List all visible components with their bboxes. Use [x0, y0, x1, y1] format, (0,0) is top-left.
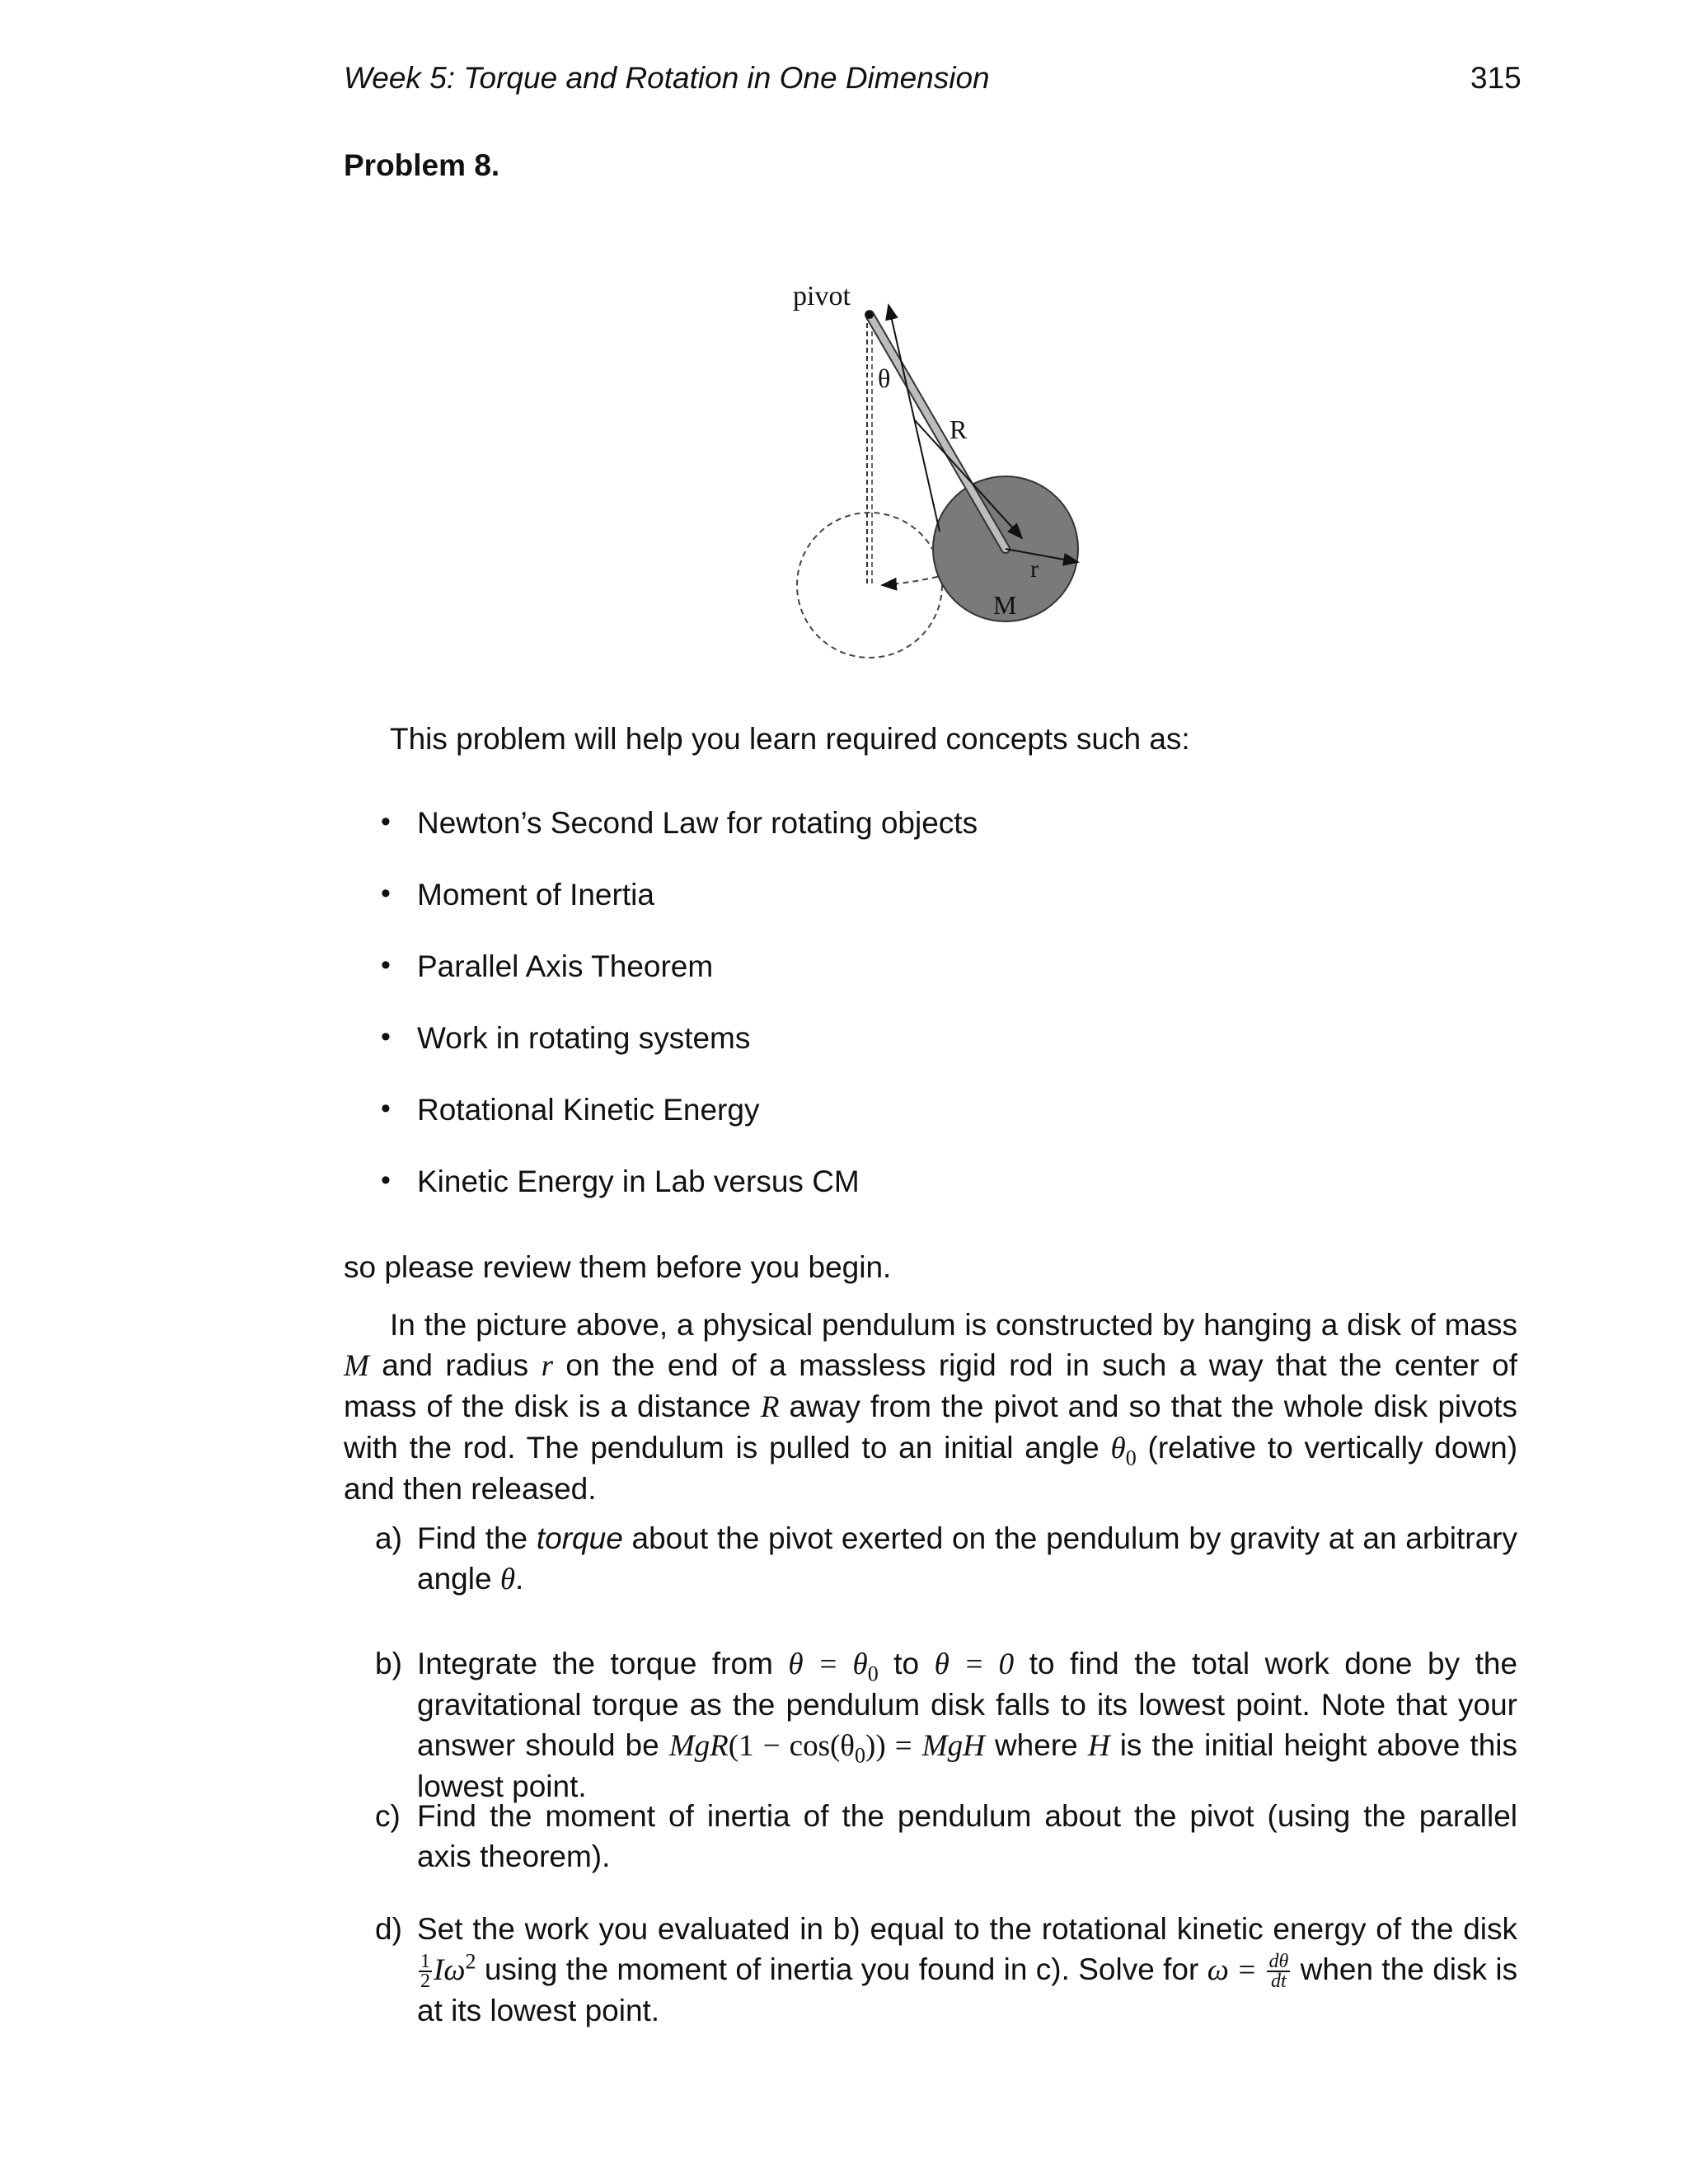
theta-label: θ — [878, 363, 891, 393]
list-item: • Kinetic Energy in Lab versus CM — [381, 1165, 860, 1198]
question-c: c) Find the moment of inertia of the pendulum about the pivot (using the parallel axis theorem). — [375, 1799, 1517, 1873]
list-item: • Parallel Axis Theorem — [381, 949, 714, 983]
R-label: R — [950, 415, 968, 444]
pivot-point — [865, 311, 874, 319]
problem-description: In the picture above, a physical pendulum is constructed by hanging a disk of mass M and radius r on the end of a massless rigid rod in such a way that the center of mass of the disk is a distance R away from the pivot and so that the whole disk pivots with the rod. The pendulum is pulled to an initial angle $\theta_0$ (relative to vertically down) and then released. — [344, 1308, 1518, 1506]
fraction-dtheta-dt: $\frac{d\theta}{dt}$ — [1268, 1951, 1289, 1993]
list-item: • Rotational Kinetic Energy — [381, 1093, 760, 1127]
list-item: • Moment of Inertia — [381, 878, 654, 912]
page-number: 315 — [1470, 61, 1522, 95]
concepts-intro: This problem will help you learn required concepts such as: — [390, 722, 1190, 756]
pendulum-rod-fill — [870, 315, 1006, 549]
question-a: a) Find the torque about the pivot exerted on the pendulum by gravity at an arbitrary angle θ. — [375, 1521, 1517, 1596]
review-note: so please review them before you begin. — [344, 1250, 892, 1284]
problem-heading: Problem 8. — [344, 148, 500, 182]
question-d: d) Set the work you evaluated in b) equal to the rotational kinetic energy of the disk $\frac{1}{2}$ $I\omega^2$ using the moment of inertia you found in c). Solve for ω = $\frac{d\theta}{dt}$ when the disk is at its lowest point. — [375, 1912, 1518, 2028]
concept-list — [381, 806, 978, 1236]
question-b: b) Integrate the torque from $\theta = \theta_0$ to θ = 0 to find the total work done by the gravitational torque as the pendulum disk falls to its lowest point. Note that your answer should be $MgR(1 - \cos(\theta_0))$ = MgH where H is the initial height above this lowest point. — [375, 1647, 1518, 1803]
list-item: • Newton’s Second Law for rotating objects — [381, 806, 978, 840]
pivot-label: pivot — [793, 281, 851, 312]
M-label: M — [993, 590, 1017, 620]
r-label: r — [1030, 555, 1039, 583]
list-item: • Work in rotating systems — [381, 1021, 751, 1055]
pendulum-diagram — [742, 264, 1121, 676]
fraction-one-half: $\frac{1}{2}$ — [420, 1951, 430, 1993]
lowest-position-disk-outline — [797, 513, 942, 658]
running-header-title: Week 5: Torque and Rotation in One Dimension — [344, 61, 990, 95]
